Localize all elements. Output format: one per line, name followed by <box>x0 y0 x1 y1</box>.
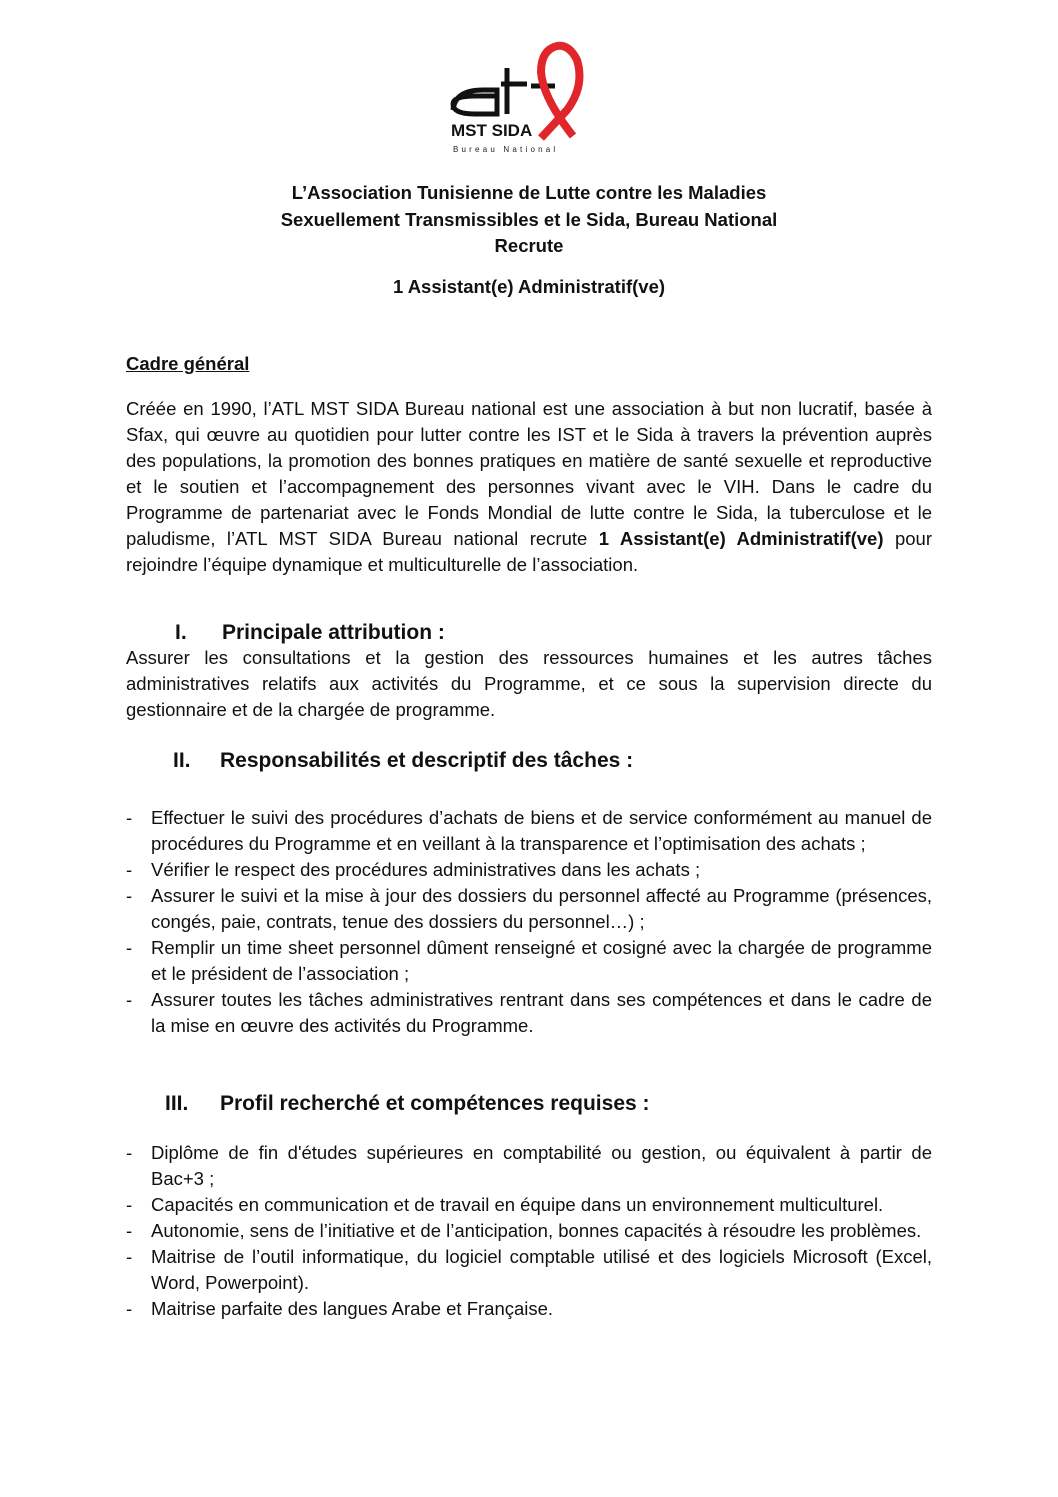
cadre-general-heading: Cadre général <box>126 353 250 374</box>
recruits-label: Recrute <box>494 235 564 256</box>
list-item: - Assurer toutes les tâches administratives rentrant dans ses compétences et dans le cadre de la mise en œuvre des activités du Programme. <box>126 989 932 1036</box>
list-item: - Autonomie, sens de l’initiative et de l’anticipation, bonnes capacités à résoudre les problèmes. <box>126 1220 922 1241</box>
list-item: - Effectuer le suivi des procédures d’achats de biens et de service conformément au manuel de procédures du Programme et en veillant à la transparence et l’optimisation des achats ; <box>126 807 932 854</box>
org-name-line1: L’Association Tunisienne de Lutte contre les Maladies <box>291 182 767 203</box>
org-name-line2: Sexuellement Transmissibles et le Sida, Bureau National <box>280 208 778 230</box>
section-1-paragraph: Assurer les consultations et la gestion des ressources humaines et les autres tâches administratives relatifs aux activités du Programme, et ce sous la supervision directe du gestionnaire et de la chargée de programme. <box>126 647 932 720</box>
svg-text:Bureau National: Bureau National <box>453 145 559 154</box>
list-item: - Vérifier le respect des procédures administratives dans les achats ; <box>126 859 701 880</box>
position-title: 1 Assistant(e) Administratif(ve) <box>392 276 666 297</box>
atl-mst-sida-logo <box>445 38 595 158</box>
list-item: - Remplir un time sheet personnel dûment renseigné et cosigné avec la chargée de programme et le président de l’association ; <box>126 937 932 984</box>
list-item: - Diplôme de fin d'études supérieures en comptabilité ou gestion, ou équivalent à partir de Bac+3 ; <box>126 1142 932 1189</box>
responsibilities-list <box>126 805 932 1039</box>
position-bold: 1 Assistant(e) Administratif(ve) <box>598 528 884 549</box>
list-item: - Assurer le suivi et la mise à jour des dossiers du personnel affecté au Programme (présences, congés, paie, contrats, tenue des dossiers du personnel…) ; <box>126 885 932 932</box>
document-title <box>0 180 1058 260</box>
list-item: - Capacités en communication et de travail en équipe dans un environnement multiculturel. <box>126 1194 884 1215</box>
svg-text:MST SIDA: MST SIDA <box>451 121 533 140</box>
list-item: - Maitrise de l’outil informatique, du logiciel comptable utilisé et des logiciels Microsoft (Excel, Word, Powerpoint). <box>126 1246 932 1293</box>
red-ribbon-icon <box>445 38 595 158</box>
profile-requirements-list <box>126 1140 932 1322</box>
cadre-general-paragraph: Créée en 1990, l’ATL MST SIDA Bureau national est une association à but non lucratif, basée à Sfax, qui œuvre au quotidien pour lutter contre les IST et le Sida à travers la prévention auprès des populations, la promotion des bonnes pratiques en matière de santé sexuelle et reproductive et le soutien et l’accompagnement des personnes vivant avec le VIH. Dans le cadre du Programme de partenariat avec le Fonds Mondial de lutte contre le Sida, la tuberculose et le paludisme, l’ATL MST SIDA Bureau national recrute 1 Assistant(e) Administratif(ve) pour rejoindre l’équipe dynamique et multiculturelle de l’association. <box>126 398 932 575</box>
list-item: - Maitrise parfaite des langues Arabe et Française. <box>126 1298 554 1319</box>
